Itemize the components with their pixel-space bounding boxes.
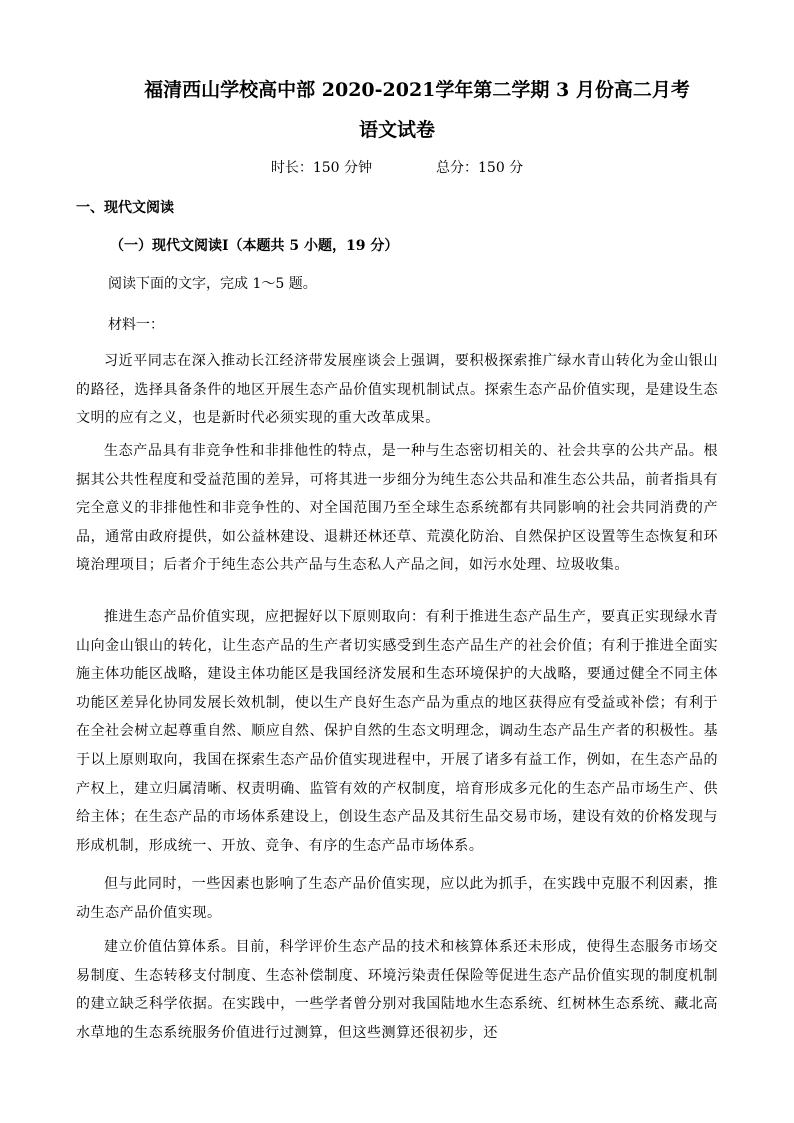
paragraph: 建立价值估算体系。目前，科学评价生态产品的技术和核算体系还未形成，使得生态服务市场交易制度、生态转移支付制度、生态补偿制度、环境污染责任保险等促进生态产品价值实现的制度机制的建立缺乏科学依据。在实践中，一些学者曾分别对我国陆地水生态系统、红树林生态系统、藏北高水草地的生态系统服务价值进行过测算，但这些测算还很初步，还 — [76, 939, 718, 1041]
document-subtitle: 语文试卷 — [358, 119, 435, 141]
paragraph: 生态产品具有非竞争性和非排他性的特点，是一种与生态密切相关的、社会共享的公共产品。根据其公共性程度和受益范围的差异，可将其进一步细分为纯生态公共品和准生态公共品，前者指具有完全意义的非排他性和非竞争性的、对全国范围乃至全球生态系统都有共同影响的社会共同消费的产品，通常由政府提供，如公益林建设、退耕还林还草、荒漠化防治、自然保护区设置等生态恢复和环境治理项目；后者介于纯生态公共产品与生态私人产品之间，如污水处理、垃圾收集。 — [76, 443, 718, 574]
exam-total-score: 总分：150 分 — [436, 160, 524, 176]
reading-instruction: 阅读下面的文字，完成 1～5 题。 — [108, 276, 317, 292]
exam-duration: 时长：150 分钟 — [270, 160, 372, 176]
exam-meta — [0, 158, 794, 178]
paragraph: 习近平同志在深入推动长江经济带发展座谈会上强调，要积极探索推广绿水青山转化为金山银山的路径，选择具备条件的地区开展生态产品价值实现机制试点。探索生态产品价值实现，是建设生态文明的应有之义，也是新时代必须实现的重大改革成果。 — [76, 353, 718, 427]
section-heading: 一、现代文阅读 — [76, 200, 174, 216]
paragraph: 推进生态产品价值实现，应把握好以下原则取向：有利于推进生态产品生产，要真正实现绿水青山向金山银山的转化，让生态产品的生产者切实感受到生态产品生产的社会价值；有利于推进全面实施主体功能区战略，建设主体功能区是我国经济发展和生态环境保护的大战略，要通过健全不同主体功能区差异化协同发展长效机制，使以生产良好生态产品为重点的地区获得应有受益或补偿；有利于在全社会树立起尊重自然、顺应自然、保护自然的生态文明理念，调动生态产品生产者的积极性。基于以上原则取向，我国在探索生态产品价值实现进程中，开展了诸多有益工作，例如，在生态产品的产权上，建立归属清晰、权责明确、监管有效的产权制度，培育形成多元化的生态产品市场生产、供给主体；在生态产品的市场体系建设上，创设生态产品及其衍生品交易市场，建设有效的价格发现与形成机制，形成统一、开放、竞争、有序的生态产品市场体系。 — [76, 609, 718, 854]
document-title: 福清西山学校高中部 2020-2021学年第二学期 3 月份高二月考 — [144, 79, 690, 101]
paragraph: 但与此同时，一些因素也影响了生态产品价值实现，应以此为抓手，在实践中克服不利因素，推动生态产品价值实现。 — [76, 876, 718, 921]
subsection-heading: （一）现代文阅读Ⅰ（本题共 5 小题，19 分） — [110, 238, 399, 254]
material-label: 材料一： — [108, 317, 164, 333]
